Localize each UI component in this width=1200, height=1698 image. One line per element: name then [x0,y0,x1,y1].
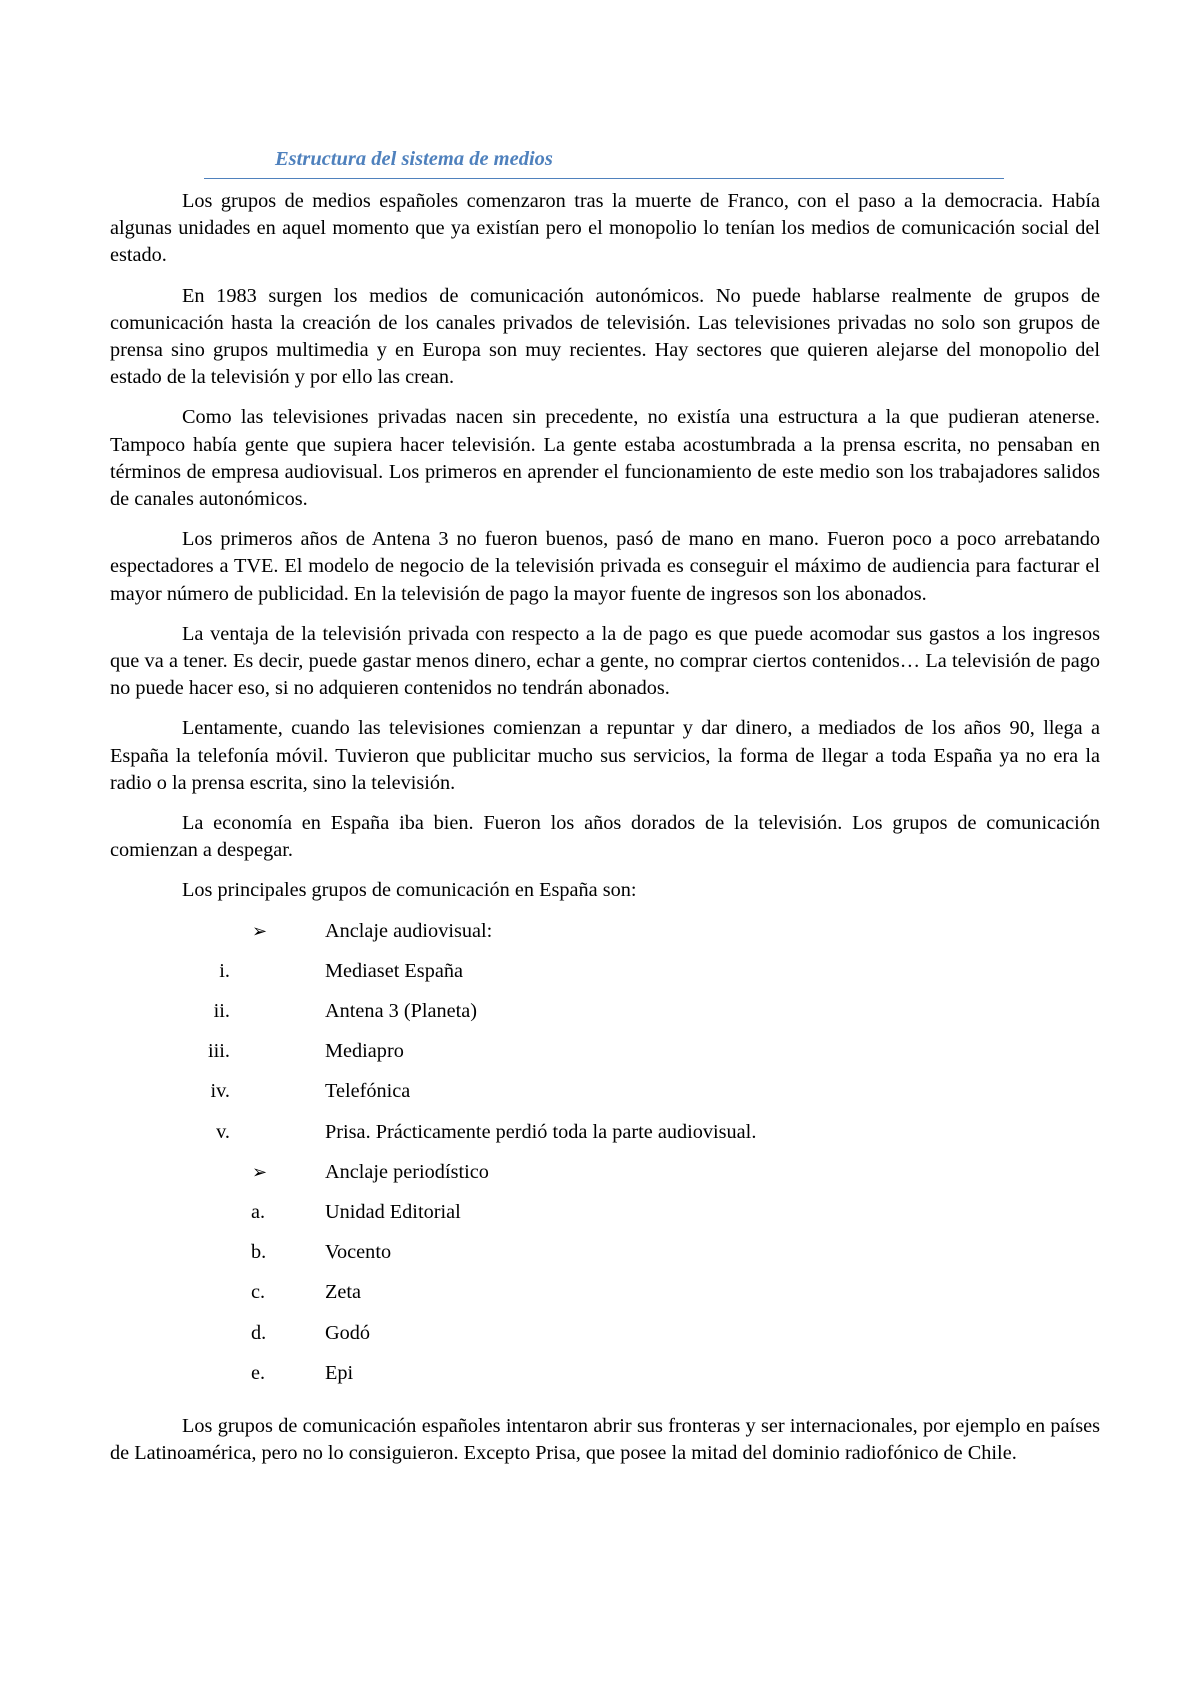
list-item-text: Epi [325,1361,354,1384]
list-item-text: Mediaset España [325,959,463,982]
paragraph: En 1983 surgen los medios de comunicación autonómicos. No puede hablarse realmente de grupos de comunicación hasta la creación de los canales privados de televisión. Las televisiones privadas no solo son grupos de prensa sino grupos multimedia y en Europa son muy recientes. Hay sectores que quieren alejarse del monopolio del estado de la televisión y por ello las crean. [110,284,1100,389]
list-item [110,1119,1100,1159]
paragraph: La economía en España iba bien. Fueron los años dorados de la televisión. Los grupos de comunicación comienzan a despegar. [110,812,1100,862]
title-underline [204,178,1004,179]
list-intro: Los principales grupos de comunicación en España son: [182,879,637,902]
list-item [110,958,1100,998]
list-marker: iv. [210,1080,230,1103]
list-marker: iii. [208,1040,230,1063]
media-groups-list [110,918,1100,1400]
arrow-bullet-icon: ➢ [252,920,268,942]
list-item [110,1279,1100,1319]
paragraph: Como las televisiones privadas nacen sin precedente, no existía una estructura a la que pudieran atenerse. Tampoco había gente que supiera hacer televisión. La gente estaba acostumbrada a la prensa escrita, no pensaban en términos de empresa audiovisual. Los primeros en aprender el funcionamiento de este medio son los trabajadores salidos de canales autonómicos. [110,406,1100,511]
list-item [110,1320,1100,1360]
paragraph: La ventaja de la televisión privada con respecto a la de pago es que puede acomodar sus gastos a los ingresos que va a tener. Es decir, puede gastar menos dinero, echar a gente, no comprar ciertos contenidos… La televisión de pago no puede hacer eso, si no adquieren contenidos no tendrán abonados. [110,622,1100,700]
list-item [110,918,1100,958]
list-item-text: Anclaje audiovisual: [325,919,493,942]
list-marker: c. [251,1281,266,1304]
list-marker: v. [216,1120,230,1143]
paragraph: Los grupos de medios españoles comenzaron tras la muerte de Franco, con el paso a la democracia. Había algunas unidades en aquel momento que ya existían pero el monopolio lo tenían los medios de comunicación social del estado. [110,190,1100,267]
paragraph: Lentamente, cuando las televisiones comienzan a repuntar y dar dinero, a mediados de los años 90, llega a España la telefonía móvil. Tuvieron que publicitar mucho sus servicios, la forma de llegar a toda España ya no era la radio o la prensa escrita, sino la televisión. [110,717,1100,794]
list-item-text: Vocento [325,1241,392,1264]
list-item-text: Unidad Editorial [325,1200,461,1223]
list-item [110,1078,1100,1118]
list-marker: i. [219,959,230,982]
list-item-text: Godó [325,1321,371,1344]
document-page [110,140,1100,1480]
list-item-text: Mediapro [325,1040,404,1063]
list-marker: a. [251,1200,266,1223]
list-item-text: Zeta [325,1281,362,1304]
list-item [110,1038,1100,1078]
list-item-text: Prisa. Prácticamente perdió toda la parte audiovisual. [325,1120,757,1143]
document-title: Estructura del sistema de medios [275,148,553,170]
paragraph: Los primeros años de Antena 3 no fueron buenos, pasó de mano en mano. Fueron poco a poco arrebatando espectadores a TVE. El modelo de negocio de la televisión privada es conseguir el máximo de audiencia para facturar el mayor número de publicidad. En la televisión de pago la mayor fuente de ingresos son los abonados. [110,528,1100,605]
list-marker: ii. [213,1000,230,1023]
list-marker: e. [251,1361,266,1384]
list-item [110,1239,1100,1279]
list-marker: b. [251,1241,267,1264]
list-item [110,1159,1100,1199]
list-item-text: Anclaje periodístico [325,1160,489,1183]
list-item [110,998,1100,1038]
list-item-text: Telefónica [325,1080,411,1103]
list-marker: d. [251,1321,267,1344]
closing-paragraph: Los grupos de comunicación españoles intentaron abrir sus fronteras y ser internacionales, por ejemplo en países de Latinoamérica, pero no lo consiguieron. Excepto Prisa, que posee la mitad del dominio radiofónico de Chile. [110,1414,1100,1465]
list-item [110,1199,1100,1239]
list-item-text: Antena 3 (Planeta) [325,1000,478,1023]
list-item [110,1360,1100,1400]
title-block [110,140,1100,188]
arrow-bullet-icon: ➢ [252,1161,268,1183]
